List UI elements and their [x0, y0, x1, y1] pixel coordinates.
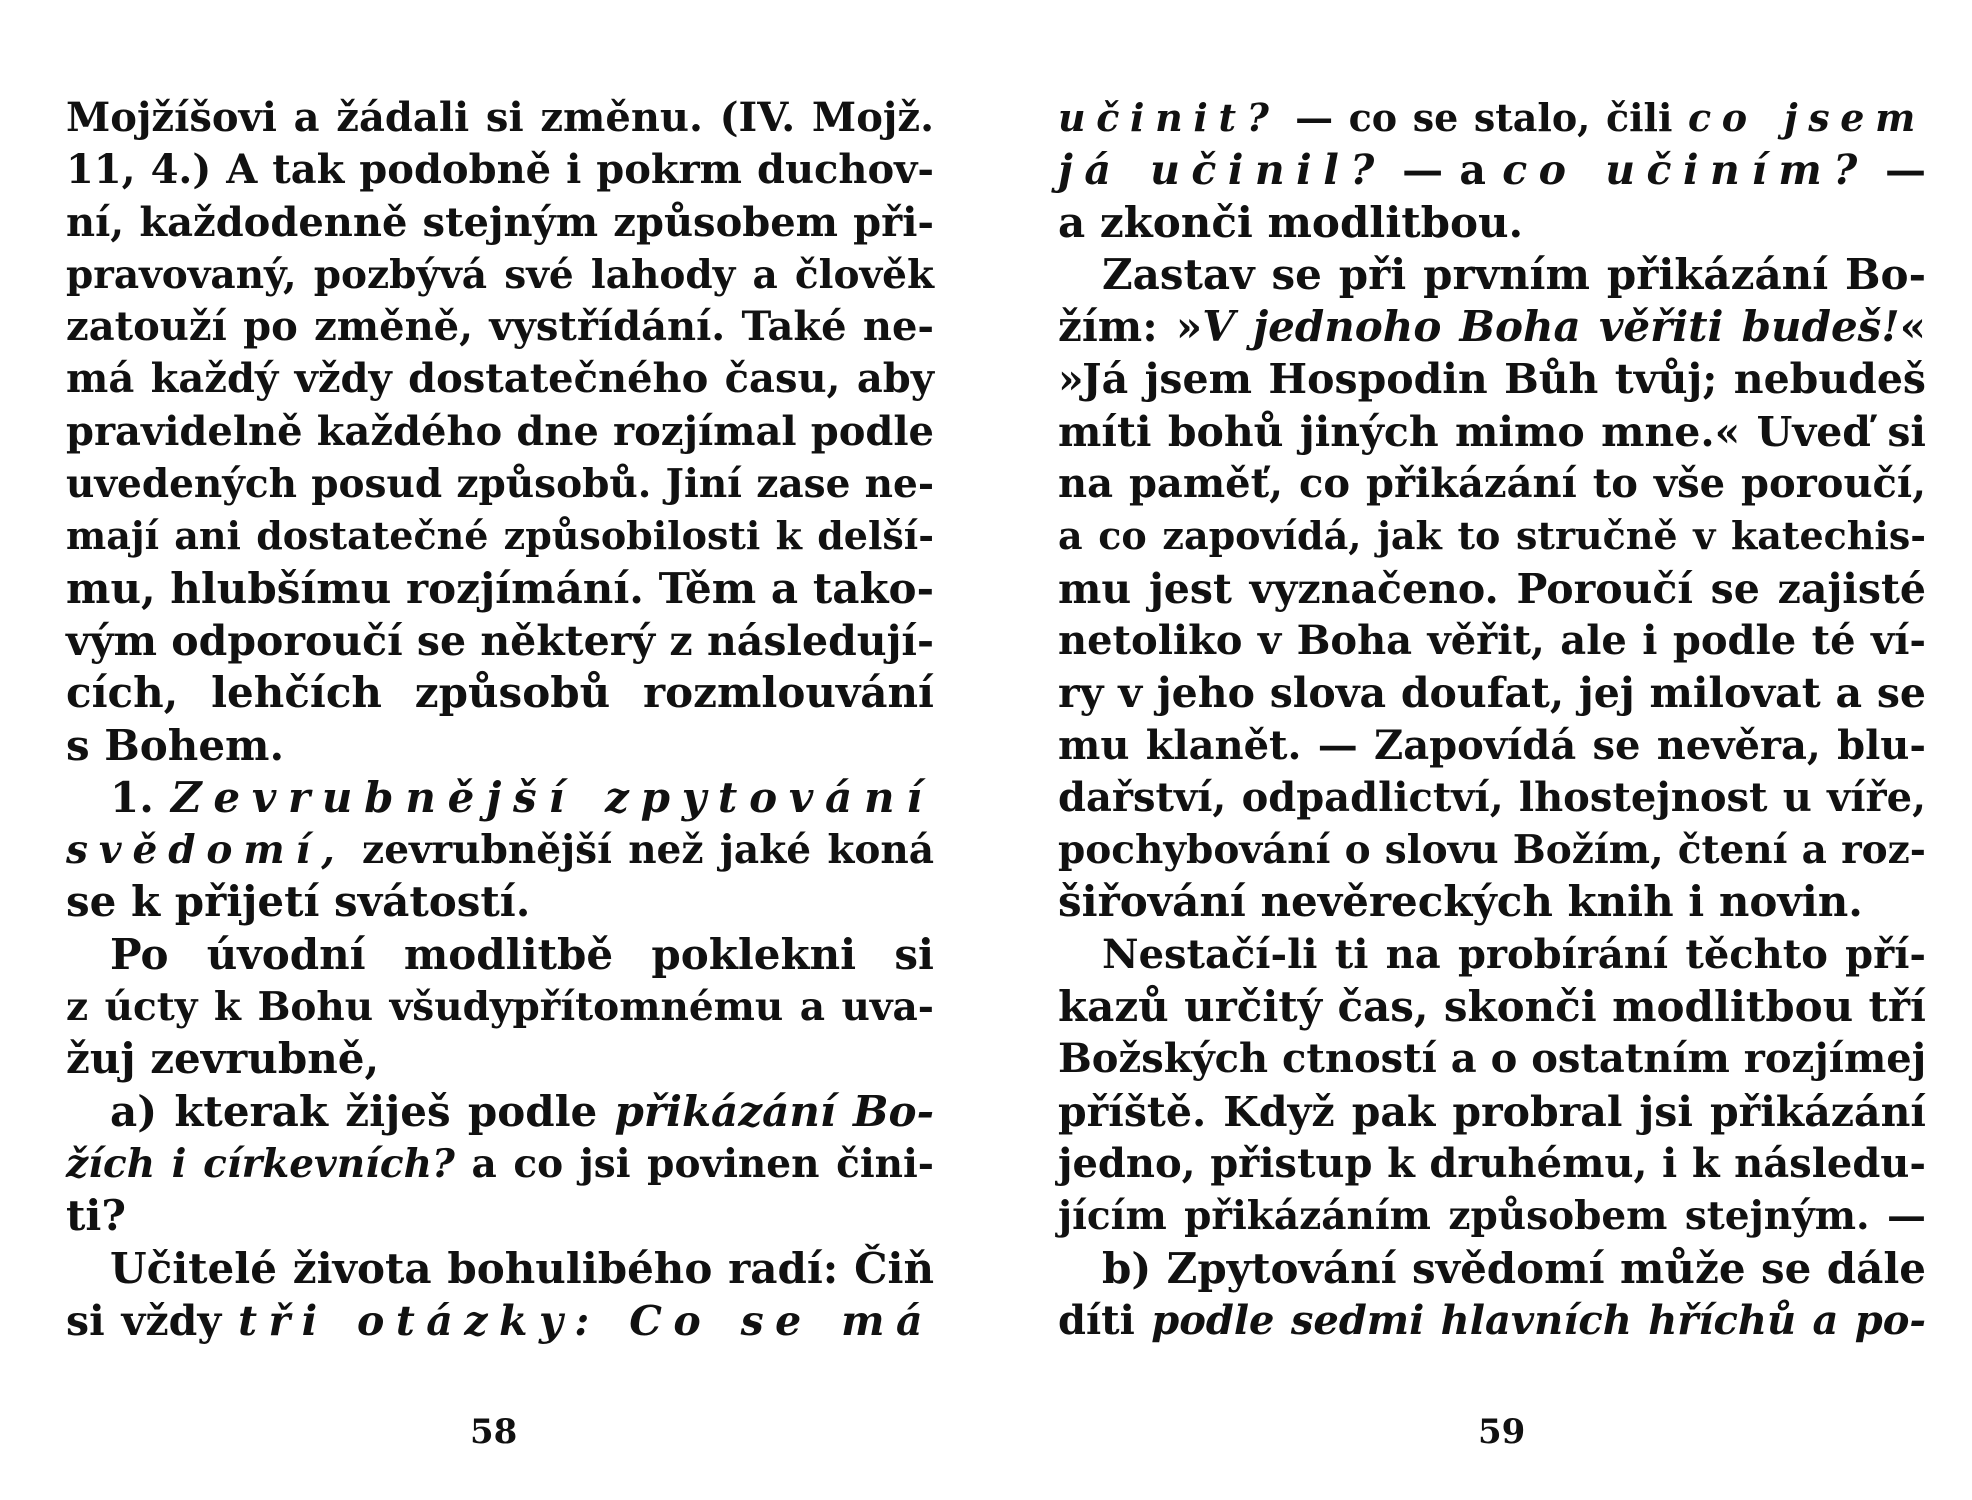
text-line: »Já jsem Hospodin Bůh tvůj; nebudeš [1058, 355, 1926, 404]
italic-run: žích i církevních? [66, 1140, 455, 1187]
page-number: 58 [470, 1412, 518, 1452]
section-number: 1. [110, 772, 154, 822]
spaced-run: tři otázky: Co se má [238, 1296, 935, 1345]
text-line: příště. Když pak probral jsi přikázání [1058, 1087, 1926, 1136]
text-line [1058, 92, 1926, 144]
spaced-run: já učinil? [1058, 146, 1386, 195]
text-line [66, 824, 934, 876]
section-heading: Zevrubnější zpytování [170, 772, 934, 822]
section-heading-line [66, 772, 934, 824]
text-line: ti? [66, 1191, 126, 1241]
left-page [66, 92, 934, 1347]
text-line: mají ani dostatečné způsobilosti k delší- [66, 513, 934, 559]
spaced-run: co učiním? [1502, 146, 1869, 195]
section-heading-continued: svědomí, [66, 827, 346, 874]
text-line: ry v jeho slova doufat, jej milovat a se [1058, 669, 1926, 718]
text-run: žím: » [1058, 302, 1203, 352]
text-line: 11, 4.) A tak podobně i pokrm duchov- [66, 146, 934, 194]
text-run: a co jsi povinen čini- [471, 1140, 934, 1187]
right-page [1058, 92, 1926, 1347]
text-line: a zkonči modlitbou. [1058, 197, 1524, 247]
text-line: pravidelně každého dne rozjímal podle [66, 407, 934, 455]
list-item-b: b) Zpytování svědomí může se dále [1102, 1243, 1926, 1293]
text-line [1058, 1295, 1926, 1347]
text-line: na paměť, co přikázání to vše poroučí, [1058, 460, 1926, 508]
text-line [1058, 301, 1926, 353]
text-line: Učitelé života bohulibého radí: Čiň [110, 1243, 934, 1293]
text-line: zatouží po změně, vystřídání. Také ne- [66, 303, 934, 351]
text-line: Nestačí-li ti na probírání těchto pří- [1102, 930, 1926, 978]
text-line: pochybování o slovu Božím, čtení a roz- [1058, 827, 1926, 874]
text-line: se k přijetí svátostí. [66, 877, 531, 927]
text-line: míti bohů jiných mimo mne.« Uveď si [1058, 407, 1926, 456]
text-line: šiřování nevěreckých knih i novin. [1058, 877, 1863, 927]
text-run: díti [1058, 1296, 1135, 1344]
text-line [66, 1295, 934, 1347]
text-line: žuj zevrubně, [66, 1034, 380, 1084]
text-line: dařství, odpadlictví, lhostejnost u víře, [1058, 773, 1926, 821]
text-line: netoliko v Boha věřit, ale i podle té ví- [1058, 616, 1926, 664]
italic-run: přikázání Bo- [614, 1086, 934, 1136]
text-line: cích, lehčích způsobů rozmlouvání [66, 668, 934, 718]
text-line: vým odporoučí se některý z následují- [66, 616, 934, 665]
text-line: Zastav se při prvním přikázání Bo- [1102, 249, 1926, 299]
text-line: mu jest vyznačeno. Poroučí se zajisté [1058, 564, 1926, 613]
text-line [66, 1138, 934, 1190]
italic-run: podle sedmi hlavních hříchů a po- [1151, 1296, 1926, 1344]
text-line: Po úvodní modlitbě poklekni si [110, 929, 934, 979]
italic-run: V jednoho Boha věřiti budeš! [1202, 302, 1900, 352]
page-number: 59 [1478, 1412, 1526, 1452]
text-line: uvedených posud způsobů. Jiní zase ne- [66, 461, 934, 508]
text-run: — co se stalo, čili [1295, 95, 1673, 140]
text-line: z úcty k Bohu všudypřítomnému a uva- [66, 984, 934, 1031]
spaced-run: co jsem [1687, 95, 1926, 140]
text-line: kazů určitý čas, skonči modlitbou tří [1058, 982, 1926, 1032]
text-run: — [1885, 146, 1927, 195]
text-line: Mojžíšovi a žádali si změnu. (IV. Mojž. [66, 94, 934, 141]
text-run: — a [1402, 146, 1486, 195]
text-line: mu klanět. — Zapovídá se nevěra, blu- [1058, 721, 1926, 769]
text-line: ní, každodenně stejným způsobem při- [66, 198, 934, 246]
text-line: jícím přikázáním způsobem stejným. — [1058, 1193, 1926, 1240]
text-line: a co zapovídá, jak to stručně v katechis- [1058, 513, 1926, 559]
text-line: s Bohem. [66, 720, 285, 770]
text-line: Božských ctností a o ostatním rozjímej [1058, 1035, 1927, 1083]
text-run: « [1899, 302, 1926, 352]
text-line: jedno, přistup k druhému, i k následu- [1058, 1139, 1926, 1187]
text-run: zevrubnější než jaké koná [362, 827, 934, 874]
text-run: a) kterak žiješ podle [110, 1086, 598, 1136]
text-line: má každý vždy dostatečného času, aby [66, 355, 934, 403]
list-item-a [66, 1086, 934, 1138]
text-line: mu, hlubšímu rozjímání. Těm a tako- [66, 563, 934, 613]
text-run: si vždy [66, 1296, 222, 1345]
text-line: pravovaný, pozbývá své lahody a člověk [66, 251, 934, 298]
text-line [1058, 144, 1926, 196]
spaced-run: učinit? [1058, 95, 1280, 140]
